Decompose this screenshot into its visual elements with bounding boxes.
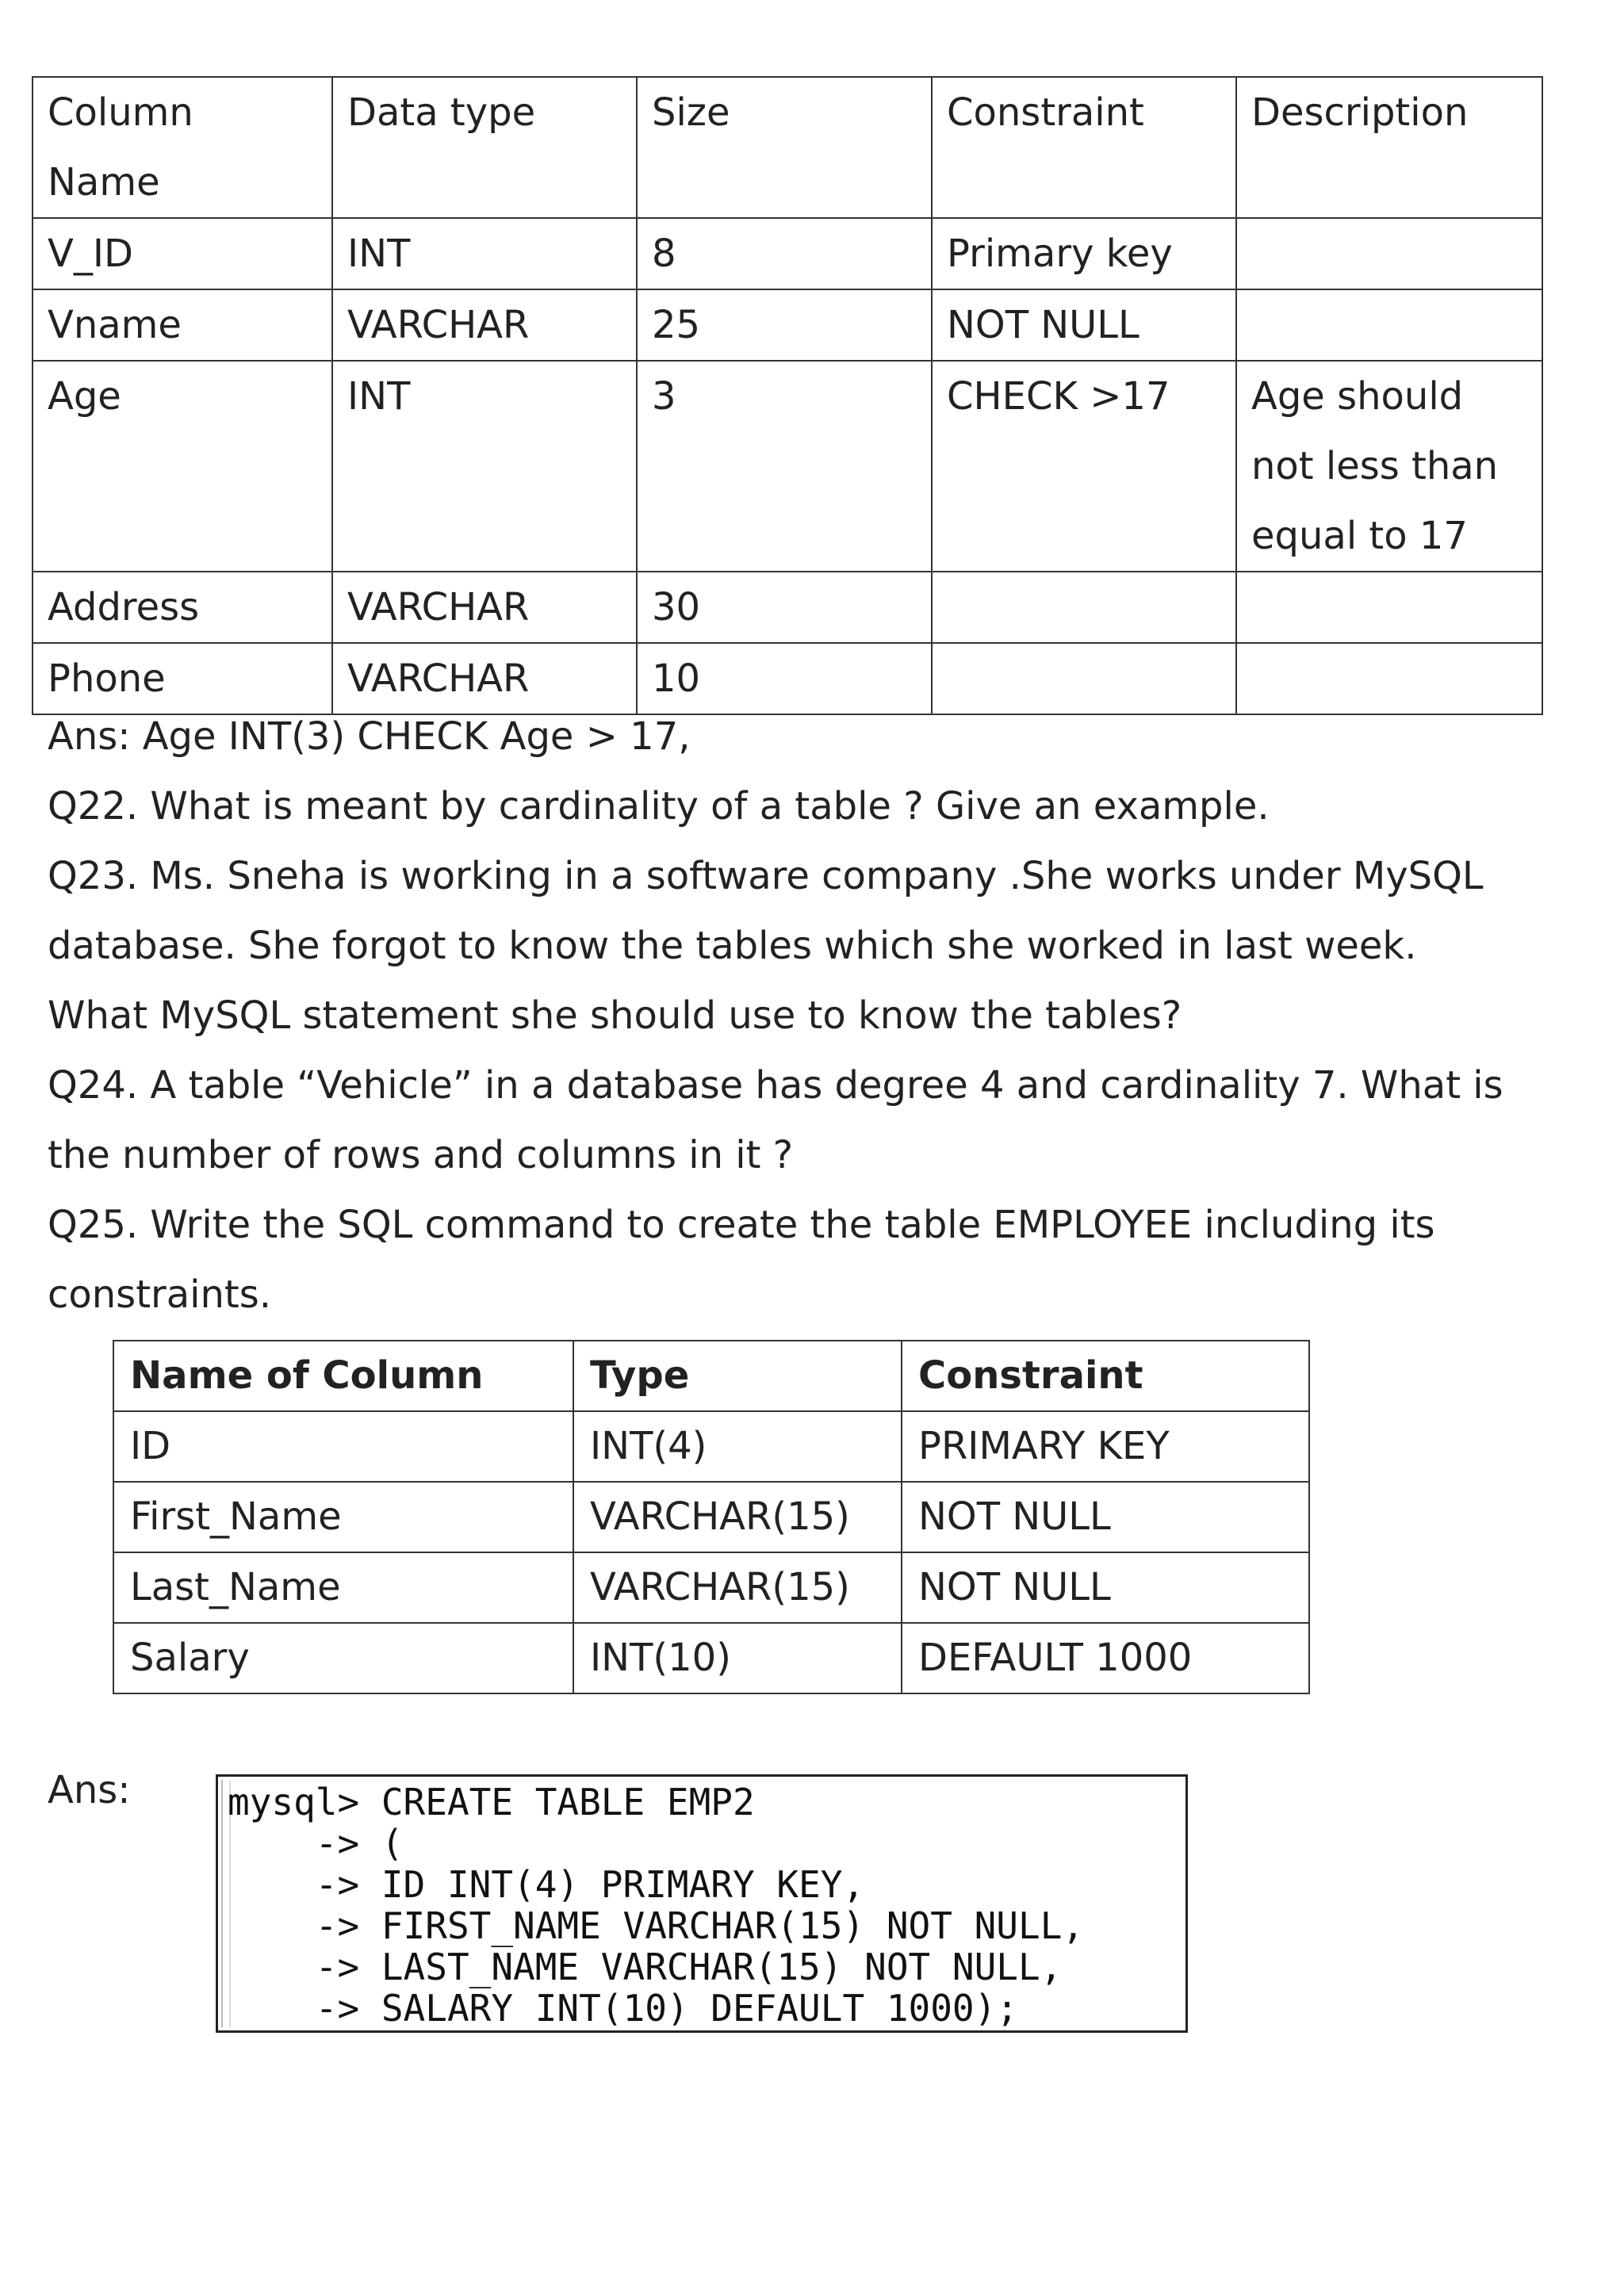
table-cell: Phone	[33, 643, 332, 714]
employee-structure-table	[113, 1340, 1310, 1694]
table-row	[113, 1411, 1309, 1482]
table-row	[113, 1552, 1309, 1623]
table-cell: 3	[637, 361, 932, 572]
table-cell: INT(4)	[573, 1411, 902, 1482]
table-cell	[1236, 289, 1542, 361]
description-line: not less than	[1251, 444, 1499, 488]
question-23-line: database. She forgot to know the tables which she worked in last week.	[48, 924, 1417, 968]
description-line: equal to 17	[1251, 514, 1468, 558]
question-23-line: What MySQL statement she should use to know the tables?	[48, 993, 1182, 1038]
table-cell: CHECK >17	[932, 361, 1236, 572]
question-24-line: Q24. A table “Vehicle” in a database has degree 4 and cardinality 7. What is	[48, 1063, 1503, 1108]
table-cell: VARCHAR(15)	[573, 1482, 902, 1552]
vehicle-structure-table	[32, 76, 1543, 715]
table-row	[33, 289, 1542, 361]
description-line: Age should	[1251, 374, 1464, 419]
header-cell: Type	[573, 1341, 902, 1411]
header-cell: Data type	[332, 77, 637, 218]
questions-section	[48, 702, 1586, 1330]
table-cell: NOT NULL	[902, 1482, 1309, 1552]
header-cell: Name of Column	[113, 1341, 573, 1411]
header-cell: Constraint	[902, 1341, 1309, 1411]
table-cell: Primary key	[932, 218, 1236, 289]
question-22: Q22. What is meant by cardinality of a table ? Give an example.	[48, 784, 1270, 828]
table-cell: Age	[33, 361, 332, 572]
header-cell: Size	[637, 77, 932, 218]
table-cell: Vname	[33, 289, 332, 361]
table-cell: Address	[33, 572, 332, 643]
console-line: -> FIRST_NAME VARCHAR(15) NOT NULL,	[228, 1904, 1085, 1947]
table-cell: INT	[332, 361, 637, 572]
table-header-row	[113, 1341, 1309, 1411]
console-line: -> SALARY INT(10) DEFAULT 1000);	[228, 1987, 1018, 2030]
table-cell: INT	[332, 218, 637, 289]
table-cell: VARCHAR	[332, 572, 637, 643]
console-text	[228, 1781, 1084, 2029]
table-cell: First_Name	[113, 1482, 573, 1552]
header-cell: Description	[1236, 77, 1542, 218]
table-cell: ID	[113, 1411, 573, 1482]
table-cell: NOT NULL	[932, 289, 1236, 361]
question-25-line: Q25. Write the SQL command to create the table EMPLOYEE including its	[48, 1203, 1435, 1247]
table-cell: Last_Name	[113, 1552, 573, 1623]
table-cell: 8	[637, 218, 932, 289]
table-cell	[1236, 572, 1542, 643]
header-cell: Constraint	[932, 77, 1236, 218]
table-cell: 30	[637, 572, 932, 643]
table-header-row	[33, 77, 1542, 218]
table-cell: VARCHAR(15)	[573, 1552, 902, 1623]
table-cell: V_ID	[33, 218, 332, 289]
answer-text: Ans: Age INT(3) CHECK Age > 17,	[48, 714, 691, 759]
table-cell: 25	[637, 289, 932, 361]
question-24-line: the number of rows and columns in it ?	[48, 1133, 794, 1177]
table-cell	[1236, 218, 1542, 289]
table-row	[33, 218, 1542, 289]
answer-label: Ans:	[48, 1768, 131, 1812]
table-row	[113, 1482, 1309, 1552]
table-row	[113, 1623, 1309, 1693]
table-cell: VARCHAR	[332, 289, 637, 361]
table-cell: 10	[637, 643, 932, 714]
console-line: mysql> CREATE TABLE EMP2	[228, 1781, 755, 1823]
question-23-line: Q23. Ms. Sneha is working in a software company .She works under MySQL	[48, 854, 1484, 898]
table-cell: NOT NULL	[902, 1552, 1309, 1623]
table-cell: INT(10)	[573, 1623, 902, 1693]
table-cell	[932, 572, 1236, 643]
console-line: -> ID INT(4) PRIMARY KEY,	[228, 1863, 865, 1906]
console-line: -> LAST_NAME VARCHAR(15) NOT NULL,	[228, 1946, 1063, 1988]
mysql-console-screenshot	[216, 1774, 1188, 2033]
console-line: -> (	[228, 1822, 404, 1865]
table-cell: DEFAULT 1000	[902, 1623, 1309, 1693]
table-cell-description	[1236, 361, 1542, 572]
header-cell: Column Name	[33, 77, 332, 218]
table-row	[33, 572, 1542, 643]
table-cell: PRIMARY KEY	[902, 1411, 1309, 1482]
table-cell: Salary	[113, 1623, 573, 1693]
table-cell: VARCHAR	[332, 643, 637, 714]
question-25-line: constraints.	[48, 1272, 271, 1317]
table-row	[33, 361, 1542, 572]
